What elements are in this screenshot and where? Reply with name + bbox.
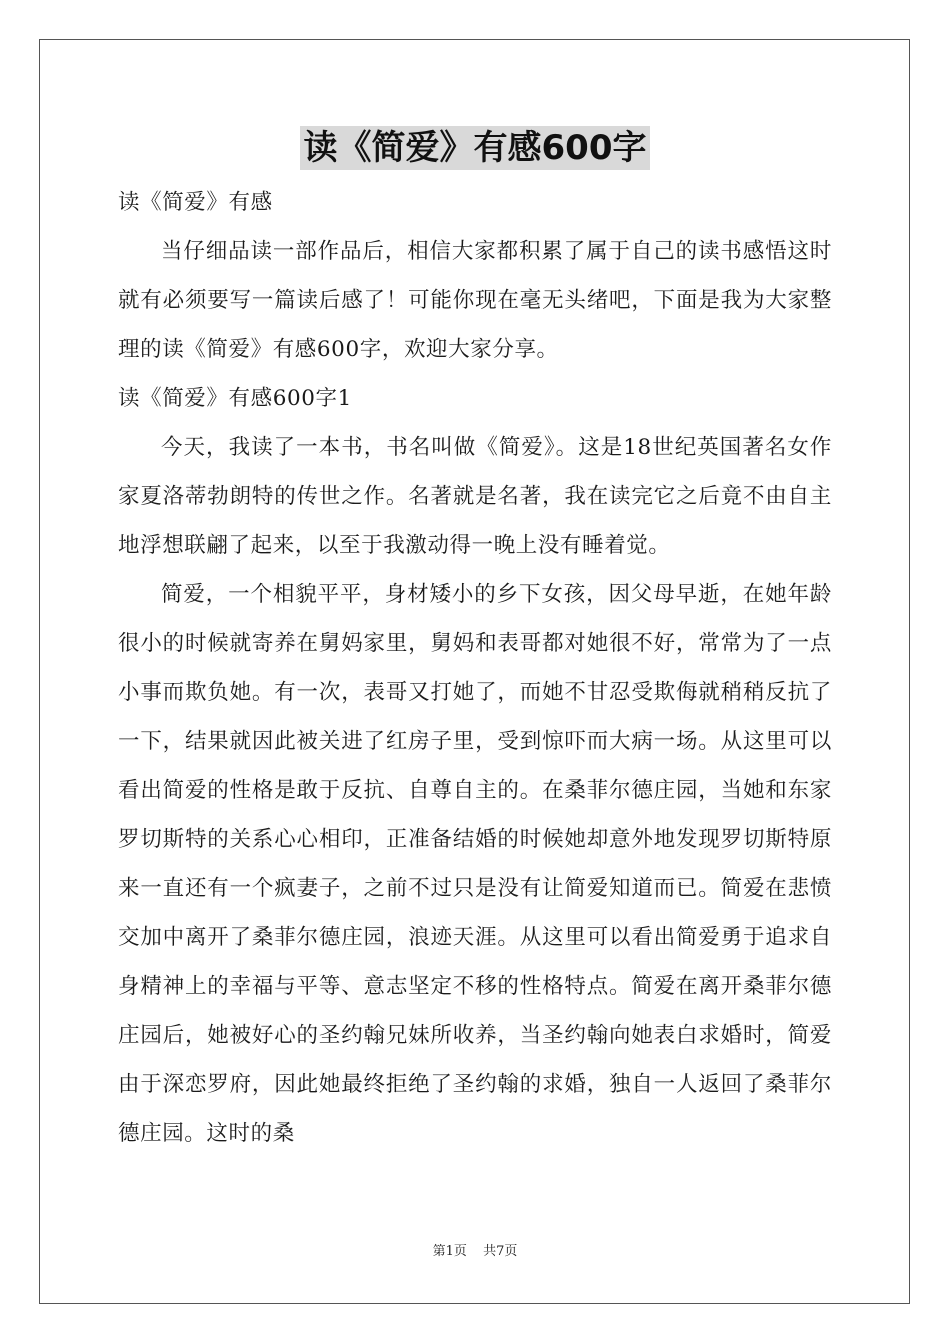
page-number: 第1页: [432, 1244, 467, 1259]
page-footer: [0, 1240, 950, 1259]
paragraph-body-2: 简爱，一个相貌平平，身材矮小的乡下女孩，因父母早逝，在她年龄很小的时候就寄养在舅妈家里，舅妈和表哥都对她很不好，常常为了一点小事而欺负她。有一次，表哥又打她了，而她不甘忍受欺侮就稍稍反抗了一下，结果就因此被关进了红房子里，受到惊吓而大病一场。从这里可以看出简爱的性格是敢于反抗、自尊自主的。在桑菲尔德庄园，当她和东家罗切斯特的关系心心相印，正准备结婚的时候她却意外地发现罗切斯特原来一直还有一个疯妻子，之前不过只是没有让简爱知道而已。简爱在悲愤交加中离开了桑菲尔德庄园，浪迹天涯。从这里可以看出简爱勇于追求自身精神上的幸福与平等、意志坚定不移的性格特点。简爱在离开桑菲尔德庄园后，她被好心的圣约翰兄妹所收养，当圣约翰向她表白求婚时，简爱由于深恋罗府，因此她最终拒绝了圣约翰的求婚，独自一人返回了桑菲尔德庄园。这时的桑: [118, 582, 832, 1146]
page-total: 共7页: [483, 1244, 518, 1259]
paragraph-intro: 当仔细品读一部作品后，相信大家都积累了属于自己的读书感悟这时就有必须要写一篇读后感了！可能你现在毫无头绪吧，下面是我为大家整理的读《简爱》有感600字，欢迎大家分享。: [118, 239, 832, 362]
paragraph-heading: 读《简爱》有感: [118, 190, 273, 215]
title-container: [0, 126, 950, 170]
document-body: [118, 178, 832, 1158]
document-title: 读《简爱》有感600字: [300, 126, 651, 170]
paragraph-section-heading: 读《简爱》有感600字1: [118, 386, 352, 411]
paragraph-body-1: 今天，我读了一本书，书名叫做《简爱》。这是18世纪英国著名女作家夏洛蒂勃朗特的传世之作。名著就是名著，我在读完它之后竟不由自主地浮想联翩了起来，以至于我激动得一晚上没有睡着觉。: [118, 435, 832, 558]
